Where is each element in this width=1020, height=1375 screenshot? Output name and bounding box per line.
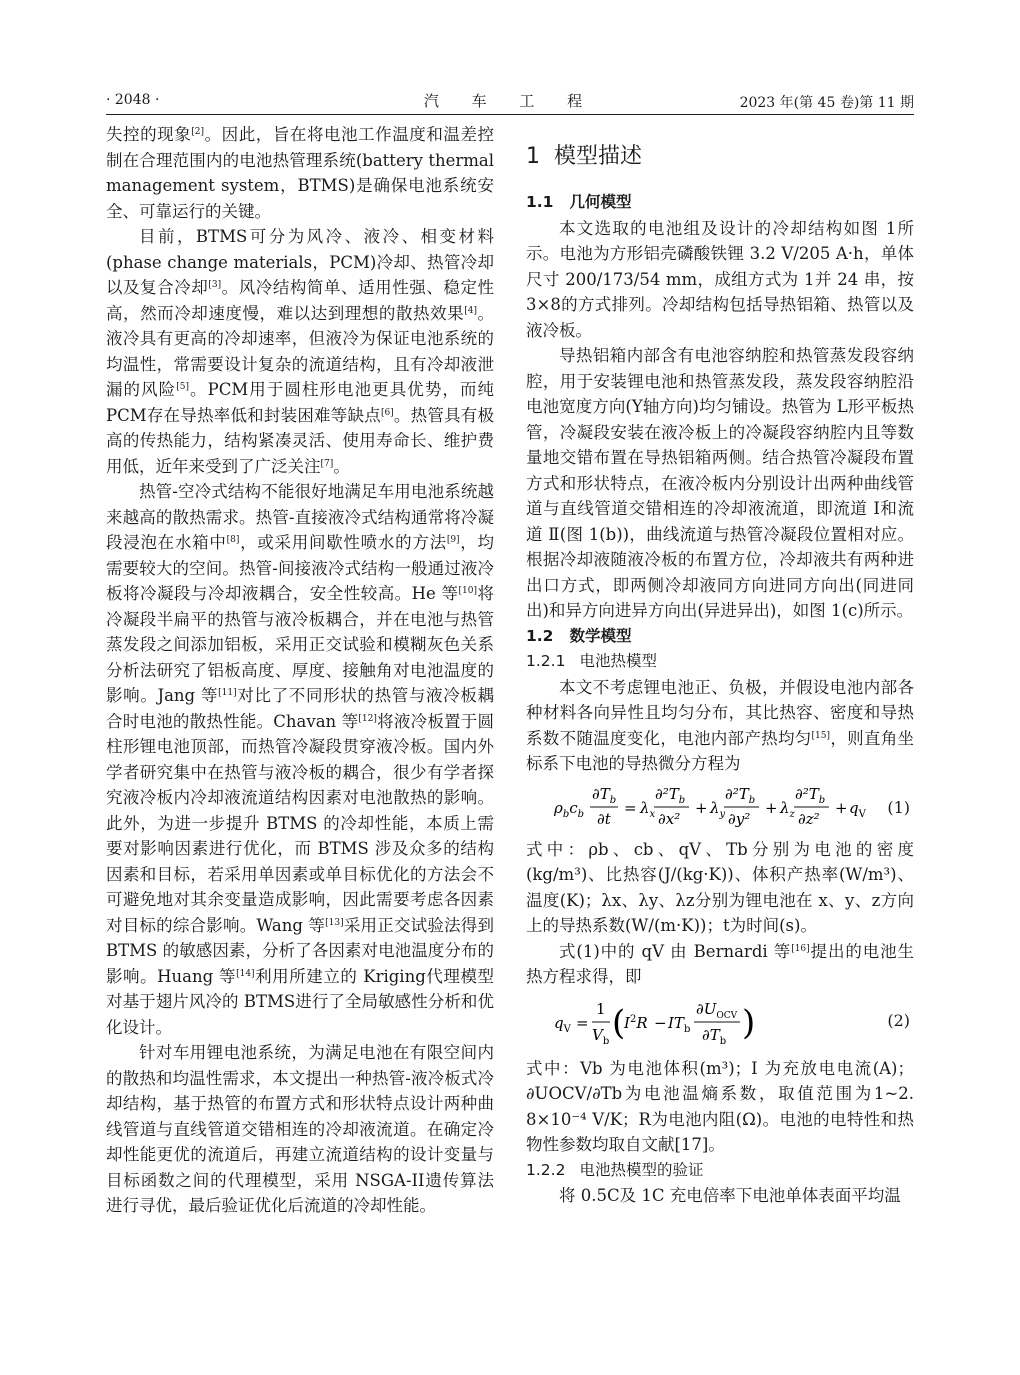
svg-text:+: + bbox=[765, 798, 778, 817]
journal-name: 汽 车 工 程 bbox=[423, 92, 597, 110]
paragraph: 目前，BTMS可分为风冷、液冷、相变材料(phase change materials，PCM)冷却、热管冷却以及复合冷却[3]。风冷结构简单、适用性强、稳定性高，然而冷却速度慢，难以达到理想的散热效果[4]。液冷具有更高的冷却速率，但液冷为保证电池系统的均温性，常需要设计复杂的流道结构，且有冷却液泄漏的风险[5]。PCM用于圆柱形电池更具优势，而纯 PCM存在导热率低和封装困难等缺点[6]。热管具有极高的传热能力，结构紧凑灵活、使用寿命长、维护费用低，近年来受到了广泛关注[7]。 bbox=[106, 227, 495, 476]
svg-text:ρbcb: $\rho_bc_b$ bbox=[554, 798, 585, 820]
page-header bbox=[106, 88, 914, 115]
svg-text:=: = bbox=[624, 798, 637, 817]
page-number: · 2048 · bbox=[106, 92, 160, 108]
svg-text:(: ( bbox=[612, 1002, 626, 1043]
svg-text:qV: $q_V$ bbox=[849, 798, 866, 820]
svg-text:+: + bbox=[835, 798, 848, 817]
paragraph: 式中：Vb 为电池体积(m³)；I 为充放电电流(A)；∂UOCV/∂Tb为电池温熵系数，取值范围为1~2. 8×10⁻⁴ V/K；R为电池内阻(Ω)。电池的电特性和热物性参数均取自文献[17]。 bbox=[526, 1058, 914, 1154]
paragraph: 式中：ρb、cb、qV、Tb分别为电池的密度(kg/m³)、比热容(J/(kg·K))、体积产热率(W/m³)、温度(K)；λx、λy、λz分别为锂电池在 x、y、z方向上的导热系数(W/(m·K))；t为时间(s)。 bbox=[526, 839, 914, 935]
citation[interactable]: [16] bbox=[791, 943, 810, 954]
paragraph: 本文不考虑锂电池正、负极，并假设电池内部各种材料各向异性且均匀分布，其比热容、密度和导热系数不随温度变化，电池内部产热均匀[15]，则直角坐标系下电池的导热微分方程为 bbox=[526, 677, 915, 773]
citation[interactable]: [9] bbox=[446, 535, 460, 545]
left-column bbox=[106, 122, 494, 1219]
svg-text:∂y²: ∂y² bbox=[728, 809, 751, 828]
svg-text:λy: $\lambda_y$ bbox=[710, 798, 726, 820]
citation[interactable]: [13] bbox=[325, 917, 344, 928]
citation[interactable]: [5] bbox=[176, 382, 189, 392]
equation-2-formula bbox=[554, 996, 794, 1052]
issue-info: 2023 年(第 45 卷)第 11 期 bbox=[739, 95, 914, 111]
paragraph: 失控的现象[2]。因此，旨在将电池工作温度和温差控制在合理范围内的电池热管理系统(battery thermal management system，BTMS)是确保电池系统安全、可靠运行的关键。 bbox=[106, 125, 495, 221]
svg-text:+: + bbox=[695, 798, 708, 817]
equation-number: (2) bbox=[887, 1010, 910, 1030]
subsubsection-heading: 1.2.2 电池热模型的验证 bbox=[526, 1160, 704, 1179]
svg-text:I2R: $I^2R$ bbox=[624, 1013, 648, 1032]
svg-text:Vb: $V_b$ bbox=[592, 1025, 610, 1047]
citation[interactable]: [3] bbox=[208, 280, 222, 290]
citation[interactable]: [10] bbox=[458, 586, 478, 596]
svg-text:λz: $\lambda_z$ bbox=[780, 798, 795, 820]
subsubsection-heading: 1.2.1 电池热模型 bbox=[526, 652, 657, 670]
paragraph: 热管-空冷式结构不能很好地满足车用电池系统越来越高的散热需求。热管-直接液冷式结构通常将冷凝段浸泡在水箱中[8]，或采用间歇性喷水的方法[9]，均需要较大的空间。热管-间接液冷式结构一般通过液冷板将冷凝段与冷却液耦合，安全性较高。He 等[10]将冷凝段半扁平的热管与液冷板耦合，并在电池与热管蒸发段之间添加铝板，采用正交试验和模糊灰色关系分析法研究了铝板高度、厚度、接触角对电池温度的影响。Jang 等[11]对比了不同形状的热管与液冷板耦合时电池的散热性能。Chavan 等[12]将液冷板置于圆柱形锂电池顶部，而热管冷凝段贯穿液冷板。国内外学者研究集中在热管与液冷板的耦合，很少有学者探究液冷板内冷却液流道结构因素对电池散热的影响。此外，为进一步提升 BTMS 的冷却性能，本质上需要对影响因素进行优化，而 BTMS 涉及众多的结构因素和目标，若采用单因素或单目标优化的方法会不可避免地对其余变量造成影响，因此需要考虑各因素对目标的综合影响。Wang 等[13]采用正交试验法得到 BTMS 的敏感因素，分析了各因素对电池温度分布的影响。Huang 等[14]利用所建立的 Kriging代理模型对基于翅片风冷的 BTMS进行了全局敏感性分析和优化设计。 bbox=[106, 482, 495, 1037]
svg-text:∂z²: ∂z² bbox=[798, 809, 820, 828]
paragraph: 将 0.5C及 1C 充电倍率下电池单体表面平均温 bbox=[559, 1186, 901, 1205]
svg-text:λx: $\lambda_x$ bbox=[640, 798, 656, 820]
citation[interactable]: [15] bbox=[811, 730, 831, 741]
citation[interactable]: [7] bbox=[320, 458, 334, 469]
paragraph: 本文选取的电池组及设计的冷却结构如图 1所示。电池为方形铝壳磷酸铁锂 3.2 V/205 A·h，单体尺寸 200/173/54 mm，成组方式为 1并 24 串，按 3×8的方式排列。冷却结构包括导热铝箱、热管以及液冷板。 bbox=[526, 218, 914, 340]
svg-text:qV: $q_V$ bbox=[554, 1013, 571, 1035]
equation-1 bbox=[526, 783, 914, 833]
svg-text:∂²Tb: $\partial^2T_b$ bbox=[795, 784, 826, 806]
equation-1-formula bbox=[554, 783, 874, 833]
svg-text:): ) bbox=[742, 1002, 756, 1043]
citation[interactable]: [12] bbox=[358, 713, 377, 724]
svg-text:=: = bbox=[576, 1013, 589, 1032]
equation-2 bbox=[526, 996, 914, 1052]
citation[interactable]: [4] bbox=[464, 305, 477, 316]
paragraph: 导热铝箱内部含有电池容纳腔和热管蒸发段容纳腔，用于安装锂电池和热管蒸发段，蒸发段容纳腔沿电池宽度方向(Y轴方向)均匀铺设。热管为 L形平板热管，冷凝段安装在液冷板上的冷凝段容纳腔内且等数量地交错布置在导热铝箱两侧。结合热管冷凝段布置方式和形状特点，在液冷板内分别设计出两种曲线管道与直线管道交错相连的冷却液流道，即流道 I和流道 Ⅱ(图 1(b))，曲线流道与热管冷凝段位置相对应。根据冷却液随液冷板的布置方位，冷却液共有两种进出口方式，即两侧冷却液同方向进同方向出(同进同出)和异方向进异方向出(异进异出)，如图 1(c)所示。 bbox=[526, 346, 914, 620]
svg-text:∂t: ∂t bbox=[597, 809, 611, 828]
svg-text:ITb: $IT_b$ bbox=[668, 1013, 691, 1035]
citation[interactable]: [2] bbox=[191, 127, 205, 137]
svg-text:1: 1 bbox=[596, 999, 606, 1018]
svg-text:∂Tb: $\partial T_b$ bbox=[702, 1025, 727, 1047]
section-heading: 1 模型描述 bbox=[526, 144, 643, 169]
subsection-heading: 1.1 几何模型 bbox=[526, 193, 632, 211]
subsection-heading: 1.2 数学模型 bbox=[526, 626, 632, 645]
svg-text:−: − bbox=[654, 1013, 667, 1032]
svg-text:∂²Tb: $\partial^2T_b$ bbox=[655, 784, 686, 806]
paragraph: 针对车用锂电池系统，为满足电池在有限空间内的散热和均温性需求，本文提出一种热管-液冷板式冷却结构，基于热管的布置方式和形状特点设计两种曲线管道与直线管道交错相连的冷却液流道。在确定冷却性能更优的流道后，再建立流道结构的设计变量与目标函数之间的代理模型，采用 NSGA-II遗传算法进行寻优，最后验证优化后流道的冷却性能。 bbox=[106, 1043, 494, 1215]
citation[interactable]: [11] bbox=[218, 688, 237, 698]
right-column bbox=[526, 122, 914, 1209]
svg-text:∂UOCV: $\partial U_{OCV}$ bbox=[696, 999, 738, 1021]
paragraph: 式(1)中的 qV 由 Bernardi 等[16]提出的电池生热方程求得，即 bbox=[526, 941, 914, 986]
svg-text:∂x²: ∂x² bbox=[658, 809, 681, 828]
citation[interactable]: [6] bbox=[380, 407, 394, 418]
equation-number: (1) bbox=[887, 797, 910, 817]
svg-text:∂²Tb: $\partial^2T_b$ bbox=[725, 784, 756, 806]
svg-text:∂Tb: $\partial T_b$ bbox=[592, 784, 617, 806]
citation[interactable]: [8] bbox=[226, 535, 240, 545]
citation[interactable]: [14] bbox=[236, 968, 255, 979]
